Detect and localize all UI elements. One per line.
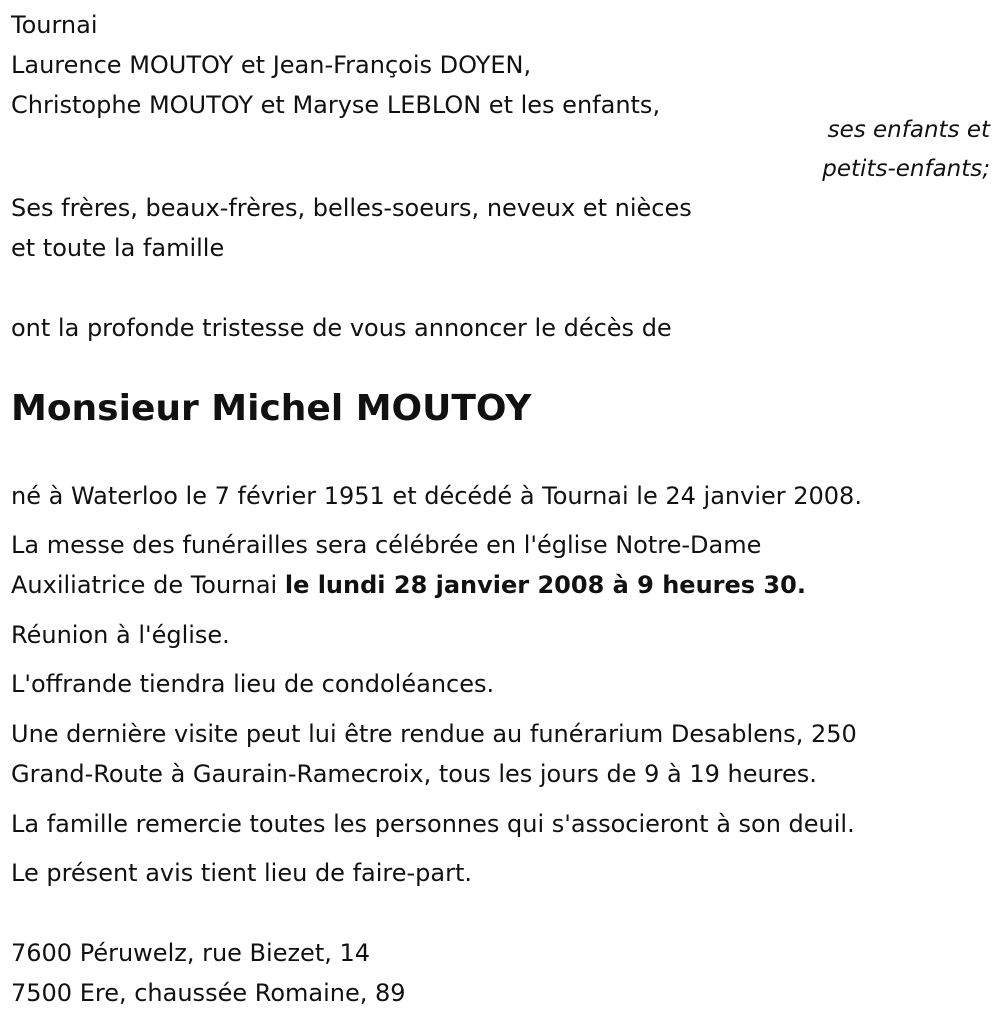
birth-death-text: né à Waterloo le 7 février 1951 et décédé à Tournai le 24 janvier 2008. xyxy=(11,482,862,510)
address-line-1: 7600 Péruwelz, rue Biezet, 14 xyxy=(11,939,371,967)
mass-line-2 xyxy=(11,570,806,600)
family-line-1: Laurence MOUTOY et Jean-François DOYEN, xyxy=(11,51,532,79)
visit-line-2: Grand-Route à Gaurain-Ramecroix, tous les jours de 9 à 19 heures. xyxy=(11,760,817,788)
mass-location-text: Auxiliatrice de Tournai xyxy=(11,571,285,599)
address-line-2: 7500 Ere, chaussée Romaine, 89 xyxy=(11,979,406,1007)
announcement-text: ont la profonde tristesse de vous annoncer le décès de xyxy=(11,314,672,342)
notice-text: Le présent avis tient lieu de faire-part. xyxy=(11,859,473,887)
family-role-line-2: petits-enfants; xyxy=(822,156,990,182)
mass-date-time: le lundi 28 janvier 2008 à 9 heures 30. xyxy=(284,571,806,599)
family-role-line-1: ses enfants et xyxy=(827,117,990,143)
meeting-text: Réunion à l'église. xyxy=(11,621,230,649)
relatives-line-2: et toute la famille xyxy=(11,234,225,262)
deceased-name: Monsieur Michel MOUTOY xyxy=(11,388,532,429)
city-heading: Tournai xyxy=(11,11,98,39)
mass-line-1: La messe des funérailles sera célébrée en l'église Notre-Dame xyxy=(11,531,762,559)
family-line-2: Christophe MOUTOY et Maryse LEBLON et les enfants, xyxy=(11,91,661,119)
offering-text: L'offrande tiendra lieu de condoléances. xyxy=(11,670,495,698)
relatives-line-1: Ses frères, beaux-frères, belles-soeurs, neveux et nièces xyxy=(11,194,692,222)
thanks-text: La famille remercie toutes les personnes qui s'associeront à son deuil. xyxy=(11,810,855,838)
visit-line-1: Une dernière visite peut lui être rendue au funérarium Desablens, 250 xyxy=(11,720,857,748)
